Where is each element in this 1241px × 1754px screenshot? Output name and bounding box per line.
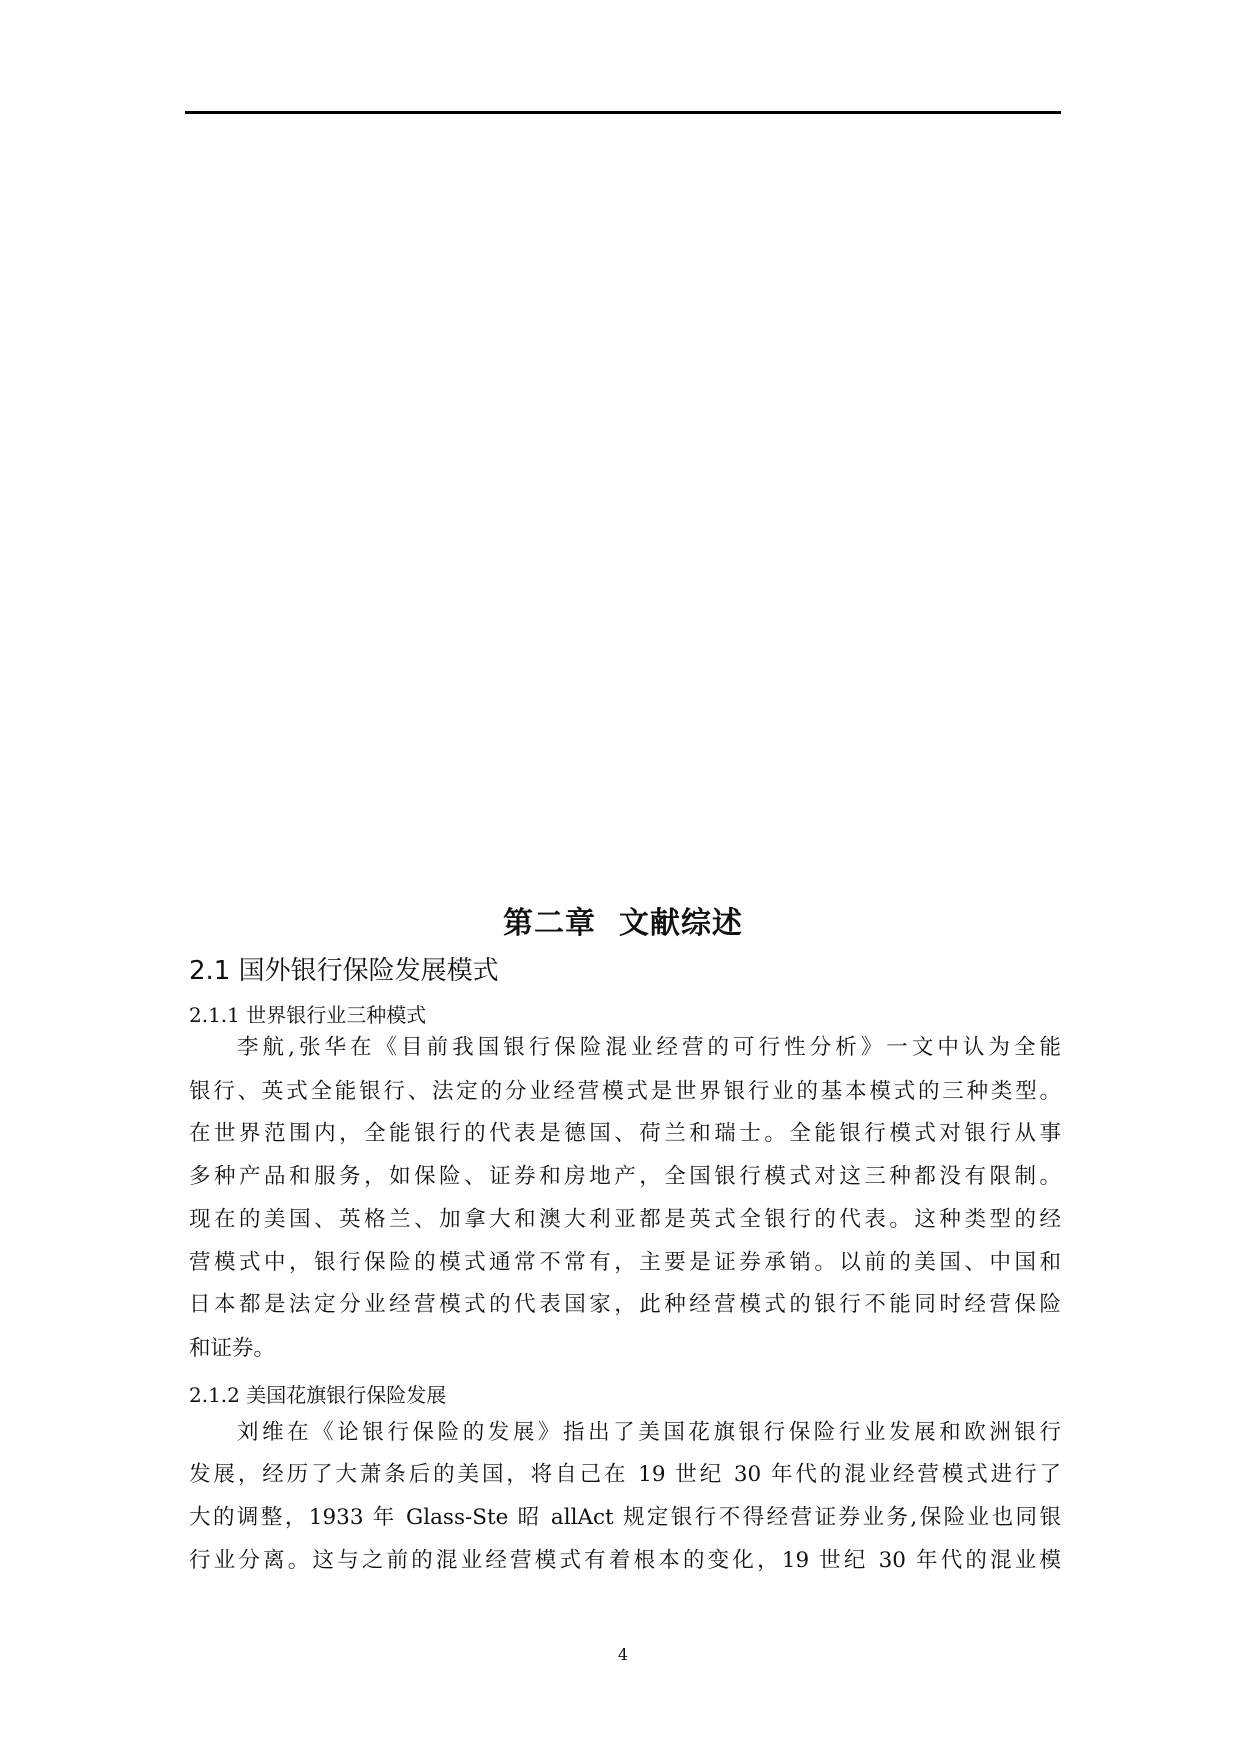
paragraph-line: 银行、英式全能银行、法定的分业经营模式是世界银行业的基本模式的三种类型。: [189, 1079, 1061, 1104]
paragraph-line: 李航,张华在《目前我国银行保险混业经营的可行性分析》一文中认为全能: [237, 1035, 1061, 1060]
paragraph-line: 和证券。: [189, 1336, 276, 1361]
paragraph-line: 行业分离。这与之前的混业经营模式有着根本的变化，19 世纪 30 年代的混业模: [189, 1548, 1061, 1573]
subsection-title: 2.1.2 美国花旗银行保险发展: [189, 1383, 447, 1407]
paragraph-line: 发展，经历了大萧条后的美国，将自己在 19 世纪 30 年代的混业经营模式进行了: [189, 1462, 1061, 1487]
paragraph-line: 营模式中，银行保险的模式通常不常有，主要是证券承销。以前的美国、中国和: [189, 1250, 1061, 1275]
page-number: 4: [617, 1645, 629, 1664]
section-title: 2.1 国外银行保险发展模式: [189, 956, 499, 986]
header-rule: [185, 111, 1061, 114]
paragraph-line: 大的调整，1933 年 Glass-Ste 昭 allAct 规定银行不得经营证券业务,保险业也同银: [189, 1505, 1061, 1530]
paragraph-line: 现在的美国、英格兰、加拿大和澳大利亚都是英式全银行的代表。这种类型的经: [189, 1207, 1061, 1232]
paragraph-line: 在世界范围内，全能银行的代表是德国、荷兰和瑞士。全能银行模式对银行从事: [189, 1121, 1061, 1146]
chapter-title: 第二章 文献综述: [503, 906, 743, 941]
paragraph-line: 日本都是法定分业经营模式的代表国家，此种经营模式的银行不能同时经营保险: [189, 1292, 1061, 1317]
subsection-title: 2.1.1 世界银行业三种模式: [189, 1003, 427, 1027]
paragraph-line: 多种产品和服务，如保险、证券和房地产，全国银行模式对这三种都没有限制。: [189, 1164, 1061, 1189]
paragraph-line: 刘维在《论银行保险的发展》指出了美国花旗银行保险行业发展和欧洲银行: [237, 1420, 1061, 1445]
